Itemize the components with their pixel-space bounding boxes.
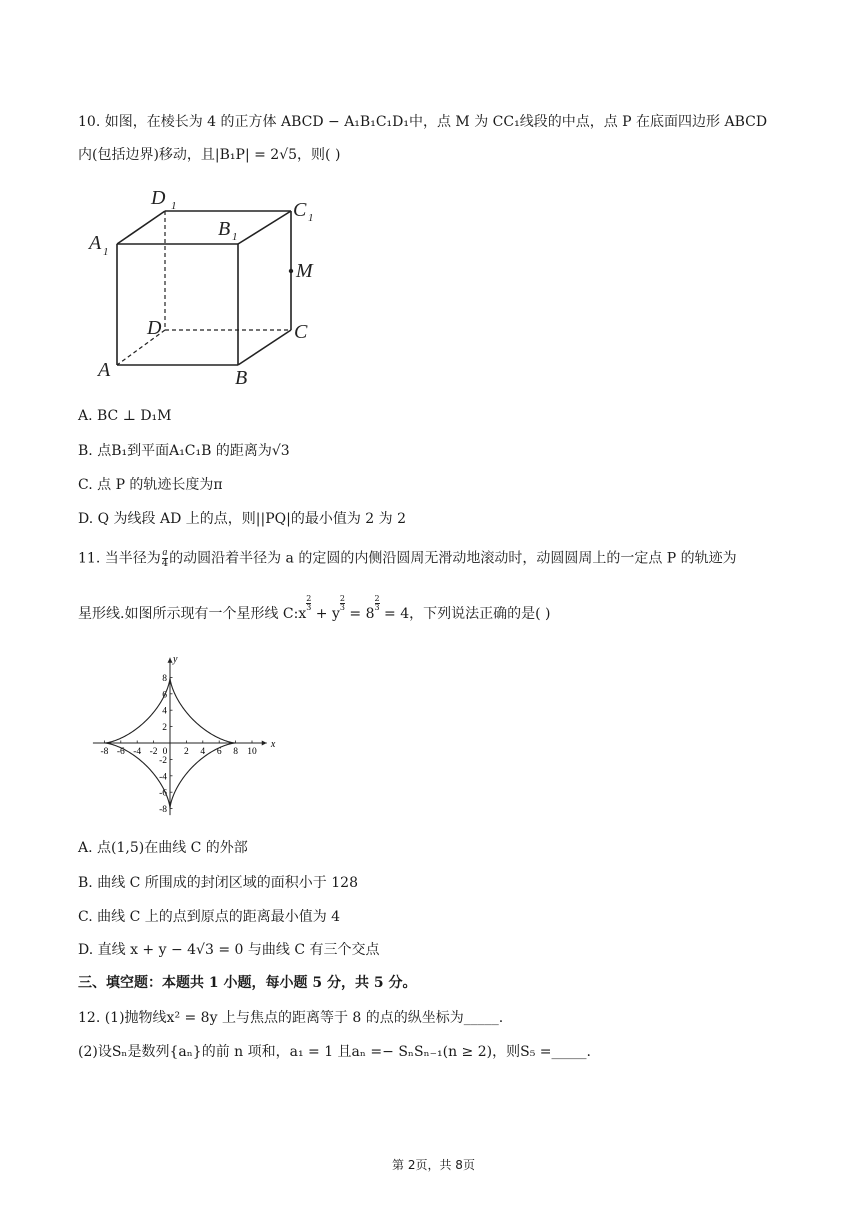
y-tick-label: -6 <box>159 788 167 799</box>
label-a1-sub: 1 <box>103 246 109 258</box>
y-axis-arrow <box>168 658 173 663</box>
exp-den-c: 3 <box>374 603 380 612</box>
q10-option-b: B. 点B₁到平面A₁C₁B 的距离为√3 <box>78 443 290 459</box>
q10-stem-line2: 内(包括边界)移动，且|B₁P| = 2√5，则( ) <box>78 147 341 163</box>
y-tick-label: 2 <box>162 723 167 734</box>
frac-den: 4 <box>161 558 169 569</box>
y-tick-label: 4 <box>162 706 167 717</box>
label-c1-sub: 1 <box>308 212 314 224</box>
frac-num: a <box>162 547 168 558</box>
y-axis-label: y <box>173 653 178 665</box>
x-tick-label: 8 <box>233 747 238 757</box>
exp-num-c: 2 <box>374 594 380 603</box>
x-tick-label: -8 <box>100 747 109 757</box>
point-m <box>289 269 293 273</box>
q10-option-d: D. Q 为线段 AD 上的点，则||PQ|的最小值为 2 为 2 <box>78 511 407 527</box>
y-tick-label: 8 <box>162 673 167 684</box>
y-tick-label: 6 <box>162 690 167 701</box>
q10-option-c: C. 点 P 的轨迹长度为π <box>78 477 223 493</box>
q12-part1: 12. (1)抛物线x² = 8y 上与焦点的距离等于 8 的点的纵坐标为_____. <box>78 1010 504 1026</box>
fraction-a-over-4 <box>162 548 168 569</box>
astroid-chart <box>82 637 302 822</box>
y-tick-label: -4 <box>159 772 167 783</box>
label-b: B <box>235 367 248 389</box>
q11-stem-2c: = 8 <box>344 606 375 622</box>
x-axis-label: x <box>270 739 276 750</box>
label-c: C <box>294 321 308 343</box>
q12-part2: (2)设Sₙ是数列{aₙ}的前 n 项和，a₁ = 1 且aₙ =− SₙSₙ₋₁(n ≥ 2)，则S₅ =_____. <box>78 1044 591 1060</box>
label-d: D <box>147 317 162 339</box>
label-b1: B <box>218 218 231 240</box>
exp-den: 3 <box>306 603 312 612</box>
x-tick-label: 6 <box>216 747 222 757</box>
q11-stem-1a: 11. 当半径为 <box>78 550 161 567</box>
q11-option-d: D. 直线 x + y − 4√3 = 0 与曲线 C 有三个交点 <box>78 942 380 958</box>
y-tick-label: -8 <box>159 805 167 816</box>
label-a: A <box>98 359 111 381</box>
x-tick-label: -4 <box>133 747 142 757</box>
q11-stem-1b: 的动圆沿着半径为 a 的定圆的内侧沿圆周无滑动地滚动时，动圆圆周上的一定点 P 的轨迹为 <box>169 550 737 567</box>
q11-option-b: B. 曲线 C 所围成的封闭区域的面积小于 128 <box>78 875 358 891</box>
q11-option-c: C. 曲线 C 上的点到原点的距离最小值为 4 <box>78 909 341 925</box>
cube-figure <box>85 185 325 390</box>
label-d1: D <box>151 187 166 209</box>
x-tick-label: 10 <box>247 747 257 757</box>
q11-stem-2b: + y <box>311 606 340 622</box>
label-d1-sub: 1 <box>171 200 177 212</box>
exp-num-b: 2 <box>339 594 345 603</box>
q10-option-a: A. BC ⊥ D₁M <box>78 408 172 424</box>
page-footer: 第 2页，共 8页 <box>392 1158 475 1172</box>
section-heading: 三、填空题：本题共 1 小题，每小题 5 分，共 5 分。 <box>78 975 417 991</box>
x-tick-label: 0 <box>162 747 168 757</box>
q11-option-a: A. 点(1,5)在曲线 C 的外部 <box>78 840 248 856</box>
x-tick-label: -6 <box>116 747 125 757</box>
y-tick-label: -2 <box>159 755 167 766</box>
x-tick-label: -2 <box>149 747 158 757</box>
q10-stem-line1: 10. 如图，在棱长为 4 的正方体 ABCD − A₁B₁C₁D₁中，点 M 为 CC₁线段的中点，点 P 在底面四边形 ABCD <box>78 114 768 130</box>
label-c1: C <box>293 199 307 221</box>
q11-stem-2d: = 4，下列说法正确的是( ) <box>379 606 551 622</box>
q11-stem-line2 <box>78 595 551 624</box>
label-a1: A <box>89 232 102 254</box>
exp-den-b: 3 <box>339 603 345 612</box>
q11-stem-2a: 星形线.如图所示现有一个星形线 C:x <box>78 606 307 622</box>
x-tick-label: 2 <box>184 747 189 757</box>
x-axis-arrow <box>262 741 267 746</box>
label-b1-sub: 1 <box>232 231 238 243</box>
label-m: M <box>296 260 313 282</box>
exp-num: 2 <box>306 594 312 603</box>
q11-stem-line1 <box>78 548 737 569</box>
x-tick-label: 4 <box>200 747 206 757</box>
